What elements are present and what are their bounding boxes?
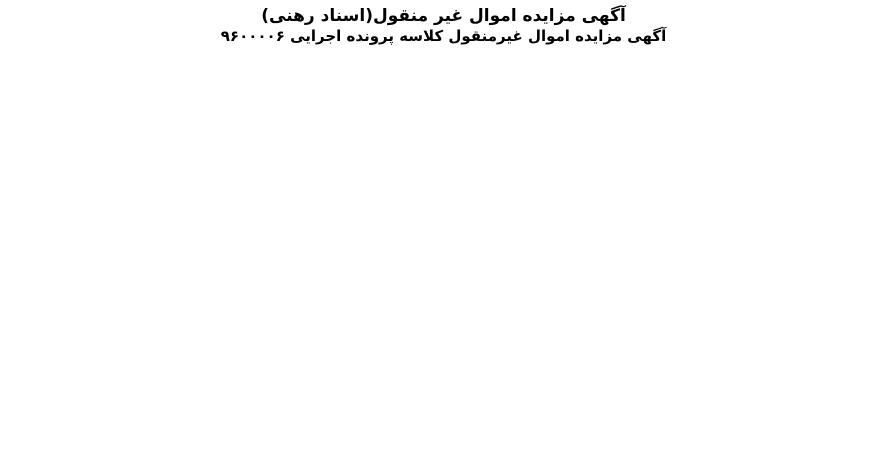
notice-title: آگهی مزایده اموال غیر منقول(اسناد رهنی) bbox=[261, 6, 626, 26]
notice-subtitle-line bbox=[14, 27, 873, 46]
body-column-left bbox=[14, 52, 291, 427]
body-column-middle bbox=[305, 52, 582, 427]
notice-subtitle: آگهی مزایده اموال غیرمنقول کلاسه پرونده اجرایی bbox=[290, 27, 667, 46]
notice-body bbox=[14, 52, 873, 427]
body-column-right bbox=[596, 52, 873, 427]
case-number: ۹۶۰۰۰۰۶ bbox=[220, 27, 285, 46]
notice-heading bbox=[14, 6, 873, 46]
